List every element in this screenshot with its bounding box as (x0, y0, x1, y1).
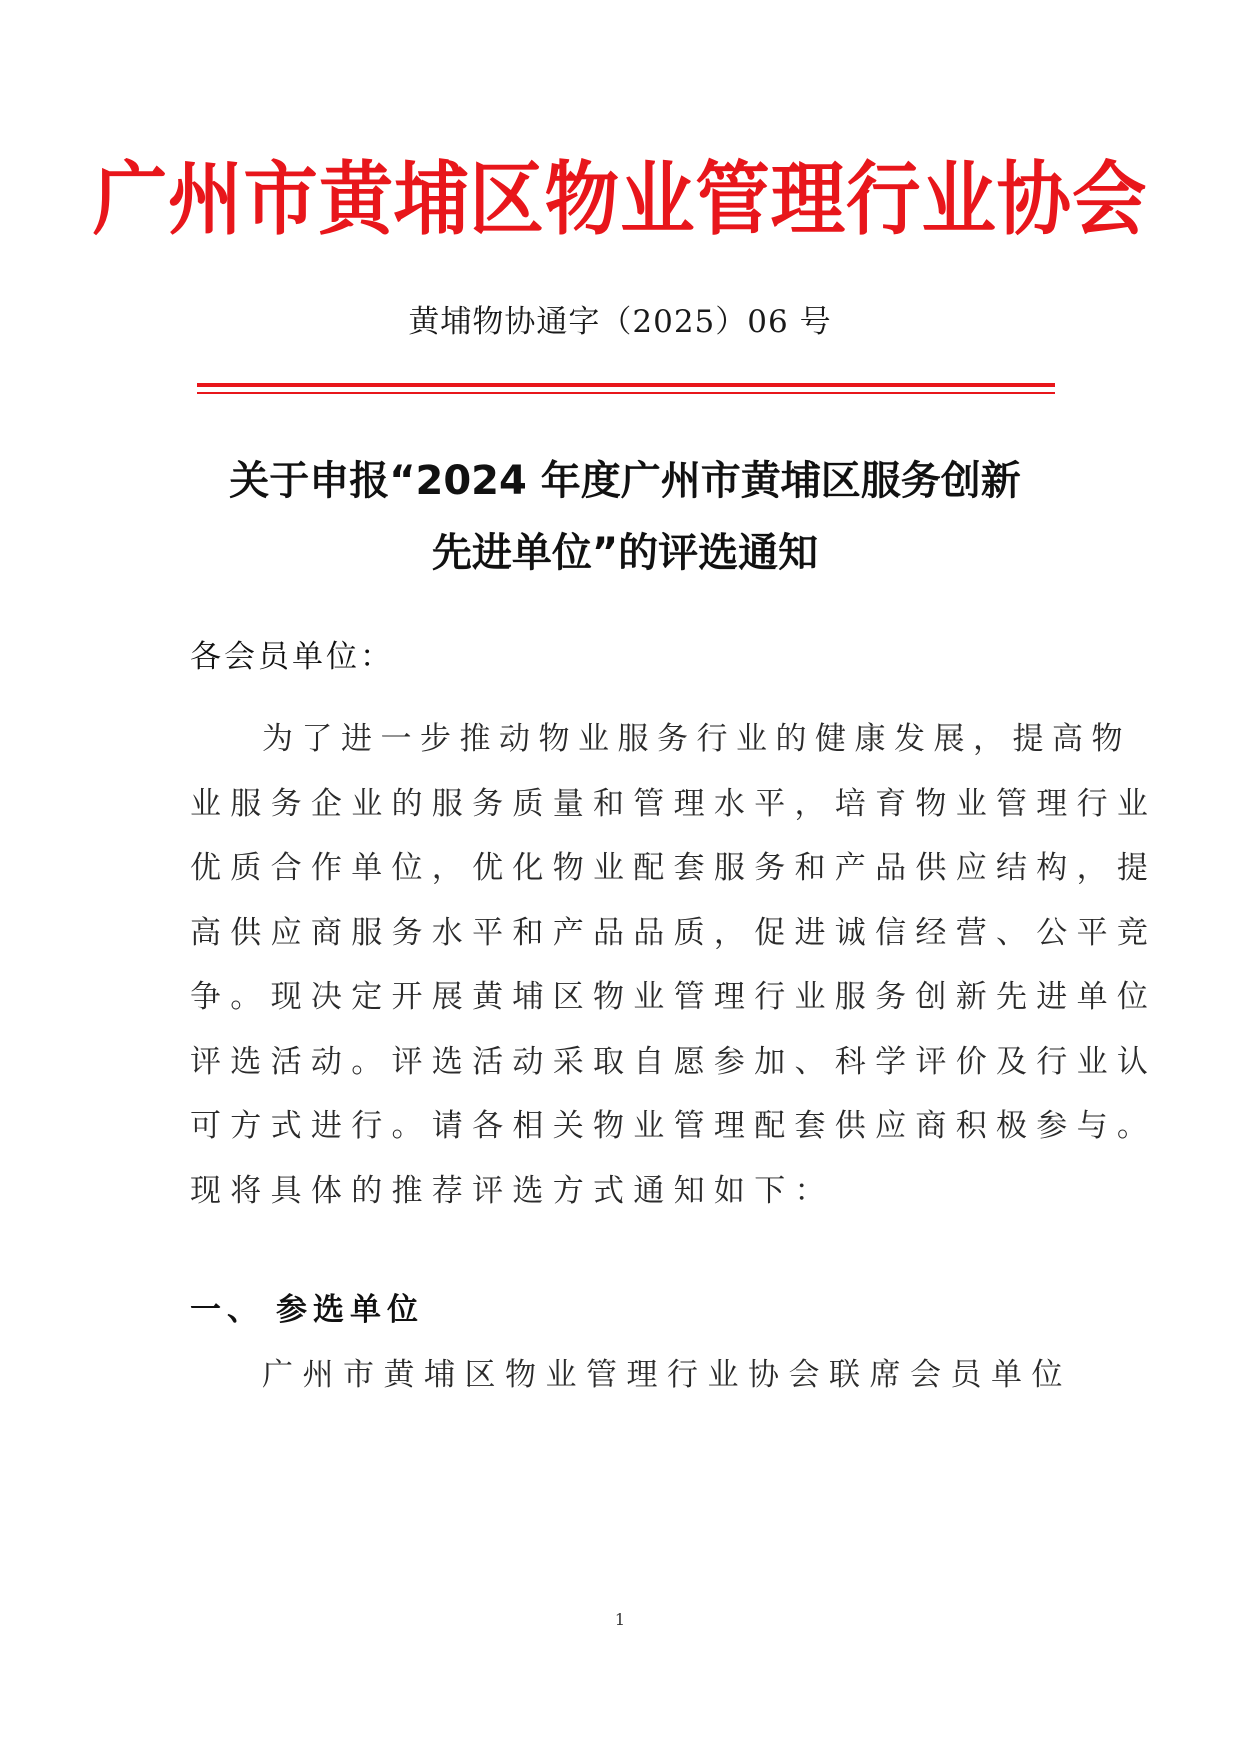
page-number: 1 (614, 1610, 626, 1629)
body-line: 现将具体的推荐评选方式通知如下： (190, 1172, 835, 1209)
document-number: 黄埔物协通字（2025）06 号 (408, 304, 832, 340)
body-line: 优质合作单位，优化物业配套服务和产品供应结构，提 (190, 850, 1158, 886)
body-line: 高供应商服务水平和产品品质，促进诚信经营、公平竞 (190, 914, 1158, 951)
section-heading-text: 参选单位 (276, 1292, 424, 1328)
letterhead-divider-thick (197, 383, 1055, 387)
body-line: 评选活动。评选活动采取自愿参加、科学评价及行业认 (190, 1043, 1158, 1080)
notice-title-line-2: 先进单位”的评选通知 (431, 530, 819, 576)
notice-title-line-1: 关于申报“2024 年度广州市黄埔区服务创新 (229, 458, 1021, 504)
body-line: 业服务企业的服务质量和管理水平，培育物业管理行业 (190, 785, 1158, 822)
section-heading (190, 1285, 424, 1335)
letterhead-org-name: 广州市黄埔区物业管理行业协会 (92, 153, 1148, 246)
body-line: 争。现决定开展黄埔区物业管理行业服务创新先进单位 (190, 979, 1158, 1015)
notice-title (190, 445, 1060, 589)
body-line: 可方式进行。请各相关物业管理配套供应商积极参与。 (190, 1108, 1158, 1144)
section-body: 广州市黄埔区物业管理行业协会联席会员单位 (262, 1357, 1072, 1393)
body-line: 为了进一步推动物业服务行业的健康发展，提高物 (262, 721, 1131, 757)
body-paragraph (190, 707, 1158, 1223)
letterhead-divider-thin (197, 392, 1055, 394)
section-number: 一、 (190, 1292, 264, 1328)
salutation: 各会员单位： (190, 639, 394, 675)
